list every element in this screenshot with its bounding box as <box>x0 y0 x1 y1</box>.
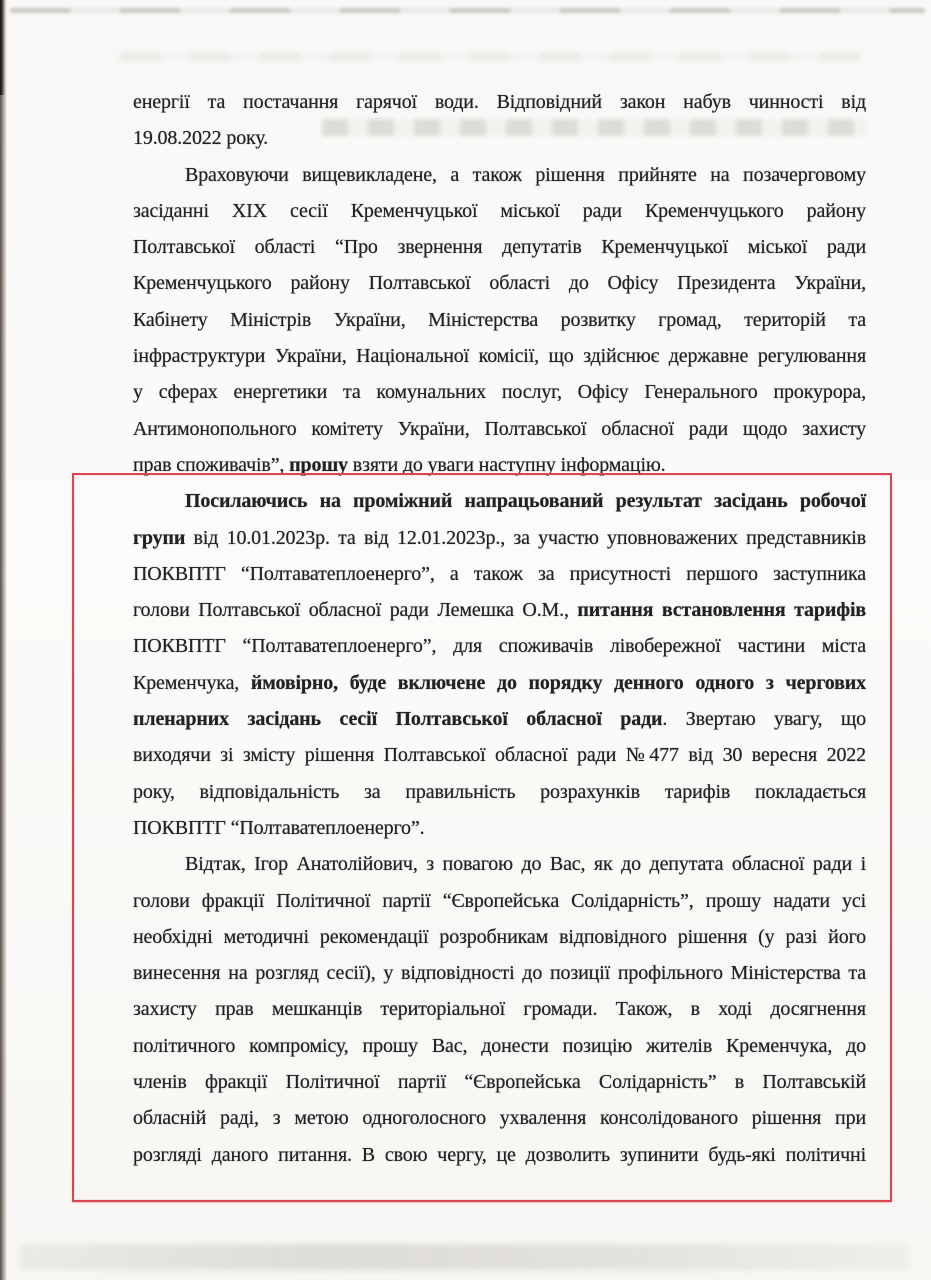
bold-text-segment: пленарних засідань сесії Полтавської обласної ради <box>133 708 663 731</box>
text-line <box>133 265 866 301</box>
text-line <box>133 411 866 447</box>
text-segment: Полтавської області “Про звернення депутатів Кременчуцької міської ради <box>133 236 866 259</box>
text-segment: року, відповідальність за правильність розрахунків тарифів покладається <box>133 780 866 803</box>
text-line <box>133 447 866 483</box>
text-line <box>133 991 866 1027</box>
scan-edge-shadow-dark <box>0 0 5 95</box>
scan-artifact-bleedthrough <box>120 52 860 62</box>
text-line <box>133 810 866 846</box>
text-segment: 19.08.2022 року. <box>133 127 269 150</box>
bold-text-segment: Посилаючись на проміжний напрацьований результат засідань робочої <box>185 490 866 513</box>
text-line <box>133 229 866 265</box>
text-segment: Відтак, Ігор Анатолійович, з повагою до Вас, як до депутата обласної ради і <box>185 853 866 876</box>
text-segment: політичного компромісу, прошу Вас, донести позицію жителів Кременчука, до <box>133 1034 866 1057</box>
text-segment: від 10.01.2023р. та від 12.01.2023р., за участю уповноважених представників <box>185 526 866 549</box>
text-line <box>133 556 866 592</box>
bold-text-segment: групи <box>133 526 186 549</box>
text-line <box>133 157 866 193</box>
text-line <box>133 1100 866 1136</box>
text-line <box>133 665 866 701</box>
text-segment: взяти до уваги наступну інформацію. <box>347 453 666 476</box>
paragraph <box>133 846 866 1173</box>
paragraph <box>133 84 866 157</box>
text-line <box>133 701 866 737</box>
paragraph <box>133 157 866 484</box>
text-line <box>133 592 866 628</box>
scan-artifact-top-streak <box>10 8 925 13</box>
bold-text-segment: прошу <box>289 453 348 476</box>
text-segment: голови Полтавської обласної ради Лемешка О.М., <box>133 599 578 622</box>
text-segment: винесення на розгляд сесії), у відповідності до позиції профільного Міністерства та <box>133 962 866 985</box>
text-segment: необхідні методичні рекомендації розробникам відповідного рішення (у разі його <box>133 925 866 948</box>
document-body <box>133 84 866 1173</box>
text-segment: голови фракції Політичної партії “Європейська Солідарність”, прошу надати усі <box>133 889 866 912</box>
text-segment: Кабінету Міністрів України, Міністерства розвитку громад, територій та <box>133 308 866 331</box>
text-segment: обласній раді, з метою одноголосного ухвалення консолідованого рішення при <box>133 1107 866 1130</box>
text-segment: . Звертаю увагу, що <box>662 708 866 731</box>
scan-artifact-bleedthrough <box>20 1244 910 1270</box>
text-segment: Кременчуцького району Полтавської області до Офісу Президента України, <box>133 272 866 295</box>
text-segment: у сферах енергетики та комунальних послуг, Офісу Генерального прокурора, <box>133 381 866 404</box>
text-segment: захисту прав мешканців територіальної громади. Також, в ході досягнення <box>133 998 866 1021</box>
text-segment: засіданні XIX сесії Кременчуцької міської ради Кременчуцького району <box>133 199 866 222</box>
text-line <box>133 374 866 410</box>
text-segment: ПОКВПТГ “Полтаватеплоенерго”. <box>133 816 425 839</box>
bold-text-segment: питання встановлення тарифів <box>577 599 866 622</box>
text-segment: прав споживачів”, <box>133 453 290 476</box>
text-line <box>133 1028 866 1064</box>
text-segment: ПОКВПТГ “Полтаватеплоенерго”, а також за присутності першого заступника <box>133 562 866 585</box>
scan-edge-shadow <box>0 0 7 1280</box>
text-line <box>133 193 866 229</box>
text-line <box>133 737 866 773</box>
text-line <box>133 628 866 664</box>
text-line <box>133 520 866 556</box>
text-segment: ПОКВПТГ “Полтаватеплоенерго”, для споживачів лівобережної частини міста <box>133 635 866 658</box>
text-segment: Враховуючи вищевикладене, а також рішення прийняте на позачерговому <box>185 163 866 186</box>
text-segment: членів фракції Політичної партії “Європейська Солідарність” в Полтавській <box>133 1071 866 1094</box>
paragraph <box>133 483 866 846</box>
text-line <box>133 955 866 991</box>
text-line <box>133 1137 866 1173</box>
text-line <box>133 919 866 955</box>
text-segment: виходячи зі змісту рішення Полтавської обласної ради №477 від 30 вересня 2022 <box>133 744 866 767</box>
text-line <box>133 338 866 374</box>
text-segment: Антимонопольного комітету України, Полтавської обласної ради щодо захисту <box>133 417 866 440</box>
text-segment: енергії та постачання гарячої води. Відповідний закон набув чинності від <box>133 91 866 113</box>
text-segment: інфраструктури України, Національної комісії, що здійснює державне регулювання <box>133 345 866 368</box>
text-line <box>133 120 866 156</box>
text-segment: Кременчука, <box>133 671 251 694</box>
bold-text-segment: ймовірно, буде включене до порядку денного одного з чергових <box>250 671 866 694</box>
text-line <box>133 483 866 519</box>
text-line <box>133 1064 866 1100</box>
text-line <box>133 774 866 810</box>
text-line <box>133 883 866 919</box>
text-line <box>133 302 866 338</box>
text-line <box>133 84 866 120</box>
text-line <box>133 846 866 882</box>
text-segment: розгляді даного питання. В свою чергу, це дозволить зупинити будь-які політичні <box>133 1143 866 1166</box>
